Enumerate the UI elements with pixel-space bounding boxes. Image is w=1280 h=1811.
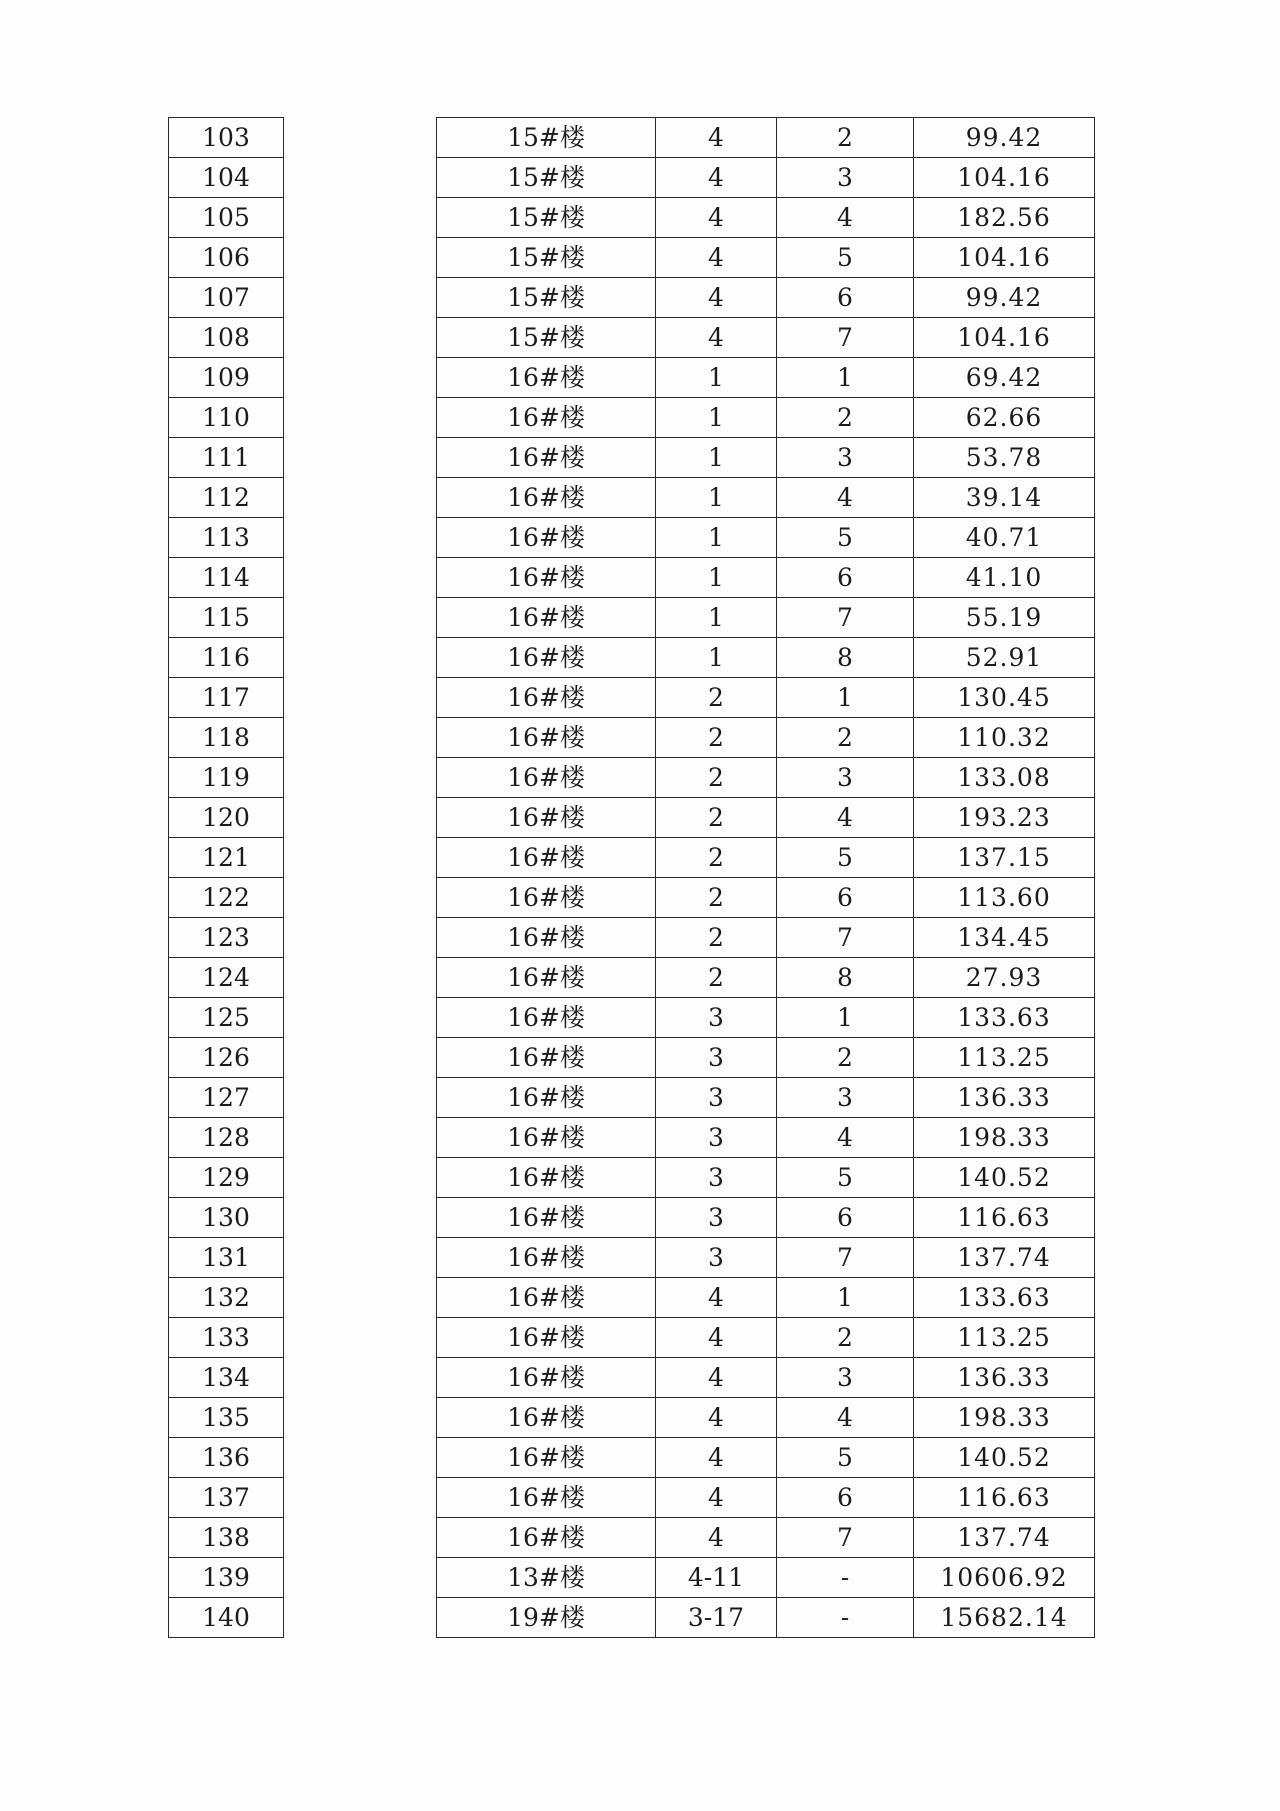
floor-cell: 5 xyxy=(777,238,914,278)
floor-cell: 4 xyxy=(777,1118,914,1158)
unit-cell: 4 xyxy=(656,1358,777,1398)
index-number-cell: 134 xyxy=(169,1358,284,1398)
index-row xyxy=(169,1478,284,1518)
unit-cell: 1 xyxy=(656,398,777,438)
building-cell: 15#楼 xyxy=(437,318,656,358)
index-number-cell: 131 xyxy=(169,1238,284,1278)
building-cell: 16#楼 xyxy=(437,1398,656,1438)
index-row xyxy=(169,318,284,358)
area-cell: 198.33 xyxy=(914,1398,1095,1438)
index-number-cell: 123 xyxy=(169,918,284,958)
building-cell: 16#楼 xyxy=(437,1198,656,1238)
unit-cell: 4 xyxy=(656,1518,777,1558)
building-cell: 16#楼 xyxy=(437,1518,656,1558)
floor-cell: 5 xyxy=(777,518,914,558)
index-number-cell: 116 xyxy=(169,638,284,678)
unit-cell: 2 xyxy=(656,678,777,718)
building-cell: 16#楼 xyxy=(437,998,656,1038)
index-number-cell: 137 xyxy=(169,1478,284,1518)
floor-cell: 8 xyxy=(777,958,914,998)
index-number-cell: 121 xyxy=(169,838,284,878)
unit-cell: 4 xyxy=(656,198,777,238)
building-cell: 19#楼 xyxy=(437,1598,656,1638)
table-row xyxy=(437,1198,1095,1238)
building-cell: 16#楼 xyxy=(437,878,656,918)
floor-cell: 5 xyxy=(777,1158,914,1198)
index-row xyxy=(169,1078,284,1118)
table-row xyxy=(437,478,1095,518)
index-row xyxy=(169,838,284,878)
floor-cell: 7 xyxy=(777,918,914,958)
index-row xyxy=(169,598,284,638)
index-row xyxy=(169,398,284,438)
floor-cell: 6 xyxy=(777,878,914,918)
building-cell: 16#楼 xyxy=(437,1238,656,1278)
floor-cell: 4 xyxy=(777,478,914,518)
table-row xyxy=(437,1278,1095,1318)
unit-cell: 1 xyxy=(656,638,777,678)
index-number-cell: 103 xyxy=(169,118,284,158)
floor-cell: 5 xyxy=(777,838,914,878)
table-row xyxy=(437,878,1095,918)
index-row xyxy=(169,758,284,798)
area-cell: 69.42 xyxy=(914,358,1095,398)
floor-cell: 1 xyxy=(777,1278,914,1318)
unit-cell: 3 xyxy=(656,1118,777,1158)
area-cell: 136.33 xyxy=(914,1078,1095,1118)
index-number-table xyxy=(168,117,284,1638)
area-cell: 198.33 xyxy=(914,1118,1095,1158)
unit-cell: 4 xyxy=(656,318,777,358)
index-row xyxy=(169,1318,284,1358)
index-row xyxy=(169,278,284,318)
area-cell: 27.93 xyxy=(914,958,1095,998)
index-row xyxy=(169,518,284,558)
floor-cell: - xyxy=(777,1558,914,1598)
area-cell: 104.16 xyxy=(914,158,1095,198)
area-cell: 62.66 xyxy=(914,398,1095,438)
index-number-cell: 119 xyxy=(169,758,284,798)
table-row xyxy=(437,1358,1095,1398)
floor-cell: 2 xyxy=(777,1038,914,1078)
index-row xyxy=(169,798,284,838)
table-row xyxy=(437,598,1095,638)
index-number-cell: 115 xyxy=(169,598,284,638)
building-cell: 16#楼 xyxy=(437,758,656,798)
index-row xyxy=(169,878,284,918)
building-cell: 15#楼 xyxy=(437,238,656,278)
index-number-cell: 138 xyxy=(169,1518,284,1558)
table-row xyxy=(437,838,1095,878)
table-row xyxy=(437,1478,1095,1518)
building-cell: 16#楼 xyxy=(437,1158,656,1198)
table-row xyxy=(437,1238,1095,1278)
table-row xyxy=(437,798,1095,838)
table-row xyxy=(437,118,1095,158)
index-number-cell: 120 xyxy=(169,798,284,838)
index-number-cell: 130 xyxy=(169,1198,284,1238)
table-row xyxy=(437,318,1095,358)
index-number-cell: 140 xyxy=(169,1598,284,1638)
building-cell: 15#楼 xyxy=(437,198,656,238)
index-number-cell: 129 xyxy=(169,1158,284,1198)
unit-cell: 4 xyxy=(656,238,777,278)
index-number-cell: 112 xyxy=(169,478,284,518)
area-cell: 110.32 xyxy=(914,718,1095,758)
unit-cell: 4 xyxy=(656,278,777,318)
table-row xyxy=(437,1318,1095,1358)
floor-cell: 6 xyxy=(777,278,914,318)
unit-cell: 4 xyxy=(656,1398,777,1438)
floor-cell: 3 xyxy=(777,438,914,478)
table-row xyxy=(437,638,1095,678)
table-row xyxy=(437,1038,1095,1078)
unit-cell: 4 xyxy=(656,1318,777,1358)
floor-cell: 2 xyxy=(777,718,914,758)
floor-cell: 2 xyxy=(777,1318,914,1358)
area-cell: 55.19 xyxy=(914,598,1095,638)
index-row xyxy=(169,158,284,198)
table-row xyxy=(437,1398,1095,1438)
building-cell: 15#楼 xyxy=(437,278,656,318)
building-cell: 13#楼 xyxy=(437,1558,656,1598)
building-cell: 16#楼 xyxy=(437,518,656,558)
building-cell: 16#楼 xyxy=(437,838,656,878)
index-number-cell: 132 xyxy=(169,1278,284,1318)
area-cell: 133.63 xyxy=(914,998,1095,1038)
index-row xyxy=(169,1278,284,1318)
table-row xyxy=(437,518,1095,558)
index-number-cell: 109 xyxy=(169,358,284,398)
building-cell: 16#楼 xyxy=(437,718,656,758)
table-row xyxy=(437,398,1095,438)
area-cell: 10606.92 xyxy=(914,1558,1095,1598)
index-row xyxy=(169,718,284,758)
index-row xyxy=(169,1438,284,1478)
index-number-cell: 113 xyxy=(169,518,284,558)
index-number-cell: 127 xyxy=(169,1078,284,1118)
table-row xyxy=(437,198,1095,238)
building-cell: 16#楼 xyxy=(437,398,656,438)
unit-cell: 2 xyxy=(656,878,777,918)
index-row xyxy=(169,358,284,398)
area-cell: 130.45 xyxy=(914,678,1095,718)
floor-cell: 6 xyxy=(777,1198,914,1238)
building-cell: 16#楼 xyxy=(437,558,656,598)
unit-cell: 1 xyxy=(656,438,777,478)
index-row xyxy=(169,118,284,158)
building-cell: 16#楼 xyxy=(437,638,656,678)
area-cell: 182.56 xyxy=(914,198,1095,238)
index-number-cell: 122 xyxy=(169,878,284,918)
unit-cell: 3 xyxy=(656,1238,777,1278)
building-cell: 16#楼 xyxy=(437,1358,656,1398)
unit-cell: 3 xyxy=(656,1158,777,1198)
index-number-cell: 133 xyxy=(169,1318,284,1358)
unit-cell: 4 xyxy=(656,1438,777,1478)
index-row xyxy=(169,1118,284,1158)
index-row xyxy=(169,558,284,598)
table-row xyxy=(437,758,1095,798)
area-cell: 133.63 xyxy=(914,1278,1095,1318)
area-cell: 137.74 xyxy=(914,1518,1095,1558)
area-cell: 193.23 xyxy=(914,798,1095,838)
floor-cell: 7 xyxy=(777,1238,914,1278)
unit-cell: 1 xyxy=(656,478,777,518)
building-cell: 16#楼 xyxy=(437,598,656,638)
table-row xyxy=(437,678,1095,718)
floor-cell: 7 xyxy=(777,318,914,358)
building-cell: 15#楼 xyxy=(437,158,656,198)
table-row xyxy=(437,1118,1095,1158)
floor-cell: 3 xyxy=(777,1078,914,1118)
floor-cell: - xyxy=(777,1598,914,1638)
unit-cell: 4 xyxy=(656,158,777,198)
index-number-cell: 118 xyxy=(169,718,284,758)
building-cell: 15#楼 xyxy=(437,118,656,158)
index-number-cell: 125 xyxy=(169,998,284,1038)
floor-cell: 8 xyxy=(777,638,914,678)
building-cell: 16#楼 xyxy=(437,918,656,958)
floor-cell: 1 xyxy=(777,358,914,398)
index-number-cell: 135 xyxy=(169,1398,284,1438)
floor-cell: 6 xyxy=(777,1478,914,1518)
floor-cell: 5 xyxy=(777,1438,914,1478)
building-cell: 16#楼 xyxy=(437,958,656,998)
unit-cell: 4 xyxy=(656,118,777,158)
building-cell: 16#楼 xyxy=(437,1438,656,1478)
floor-cell: 6 xyxy=(777,558,914,598)
index-number-cell: 139 xyxy=(169,1558,284,1598)
area-cell: 40.71 xyxy=(914,518,1095,558)
area-cell: 104.16 xyxy=(914,238,1095,278)
index-number-cell: 108 xyxy=(169,318,284,358)
floor-cell: 1 xyxy=(777,998,914,1038)
index-row xyxy=(169,478,284,518)
table-row xyxy=(437,998,1095,1038)
table-row xyxy=(437,1598,1095,1638)
table-row xyxy=(437,958,1095,998)
index-number-cell: 105 xyxy=(169,198,284,238)
index-row xyxy=(169,638,284,678)
unit-cell: 3 xyxy=(656,1038,777,1078)
table-row xyxy=(437,718,1095,758)
index-number-cell: 106 xyxy=(169,238,284,278)
area-cell: 52.91 xyxy=(914,638,1095,678)
unit-cell: 2 xyxy=(656,838,777,878)
area-cell: 136.33 xyxy=(914,1358,1095,1398)
unit-cell: 2 xyxy=(656,918,777,958)
index-row xyxy=(169,918,284,958)
floor-cell: 3 xyxy=(777,1358,914,1398)
area-cell: 116.63 xyxy=(914,1198,1095,1238)
table-row xyxy=(437,278,1095,318)
index-number-cell: 107 xyxy=(169,278,284,318)
building-cell: 16#楼 xyxy=(437,438,656,478)
area-cell: 15682.14 xyxy=(914,1598,1095,1638)
building-cell: 16#楼 xyxy=(437,1318,656,1358)
area-cell: 137.74 xyxy=(914,1238,1095,1278)
building-cell: 16#楼 xyxy=(437,1478,656,1518)
building-cell: 16#楼 xyxy=(437,478,656,518)
area-cell: 113.25 xyxy=(914,1318,1095,1358)
records-table xyxy=(436,117,1095,1638)
area-cell: 53.78 xyxy=(914,438,1095,478)
index-row xyxy=(169,1518,284,1558)
index-number-cell: 124 xyxy=(169,958,284,998)
building-cell: 16#楼 xyxy=(437,1038,656,1078)
table-row xyxy=(437,558,1095,598)
building-cell: 16#楼 xyxy=(437,358,656,398)
index-row xyxy=(169,998,284,1038)
table-row xyxy=(437,358,1095,398)
floor-cell: 4 xyxy=(777,198,914,238)
unit-cell: 3-17 xyxy=(656,1598,777,1638)
floor-cell: 3 xyxy=(777,158,914,198)
area-cell: 116.63 xyxy=(914,1478,1095,1518)
index-number-cell: 136 xyxy=(169,1438,284,1478)
building-cell: 16#楼 xyxy=(437,798,656,838)
index-row xyxy=(169,198,284,238)
building-cell: 16#楼 xyxy=(437,1118,656,1158)
index-row xyxy=(169,238,284,278)
table-row xyxy=(437,238,1095,278)
unit-cell: 4 xyxy=(656,1278,777,1318)
floor-cell: 2 xyxy=(777,118,914,158)
unit-cell: 2 xyxy=(656,718,777,758)
index-number-cell: 117 xyxy=(169,678,284,718)
table-row xyxy=(437,1518,1095,1558)
building-cell: 16#楼 xyxy=(437,1278,656,1318)
index-row xyxy=(169,1598,284,1638)
index-number-cell: 128 xyxy=(169,1118,284,1158)
floor-cell: 1 xyxy=(777,678,914,718)
table-row xyxy=(437,1558,1095,1598)
index-number-cell: 104 xyxy=(169,158,284,198)
floor-cell: 4 xyxy=(777,798,914,838)
area-cell: 140.52 xyxy=(914,1438,1095,1478)
area-cell: 140.52 xyxy=(914,1158,1095,1198)
area-cell: 133.08 xyxy=(914,758,1095,798)
unit-cell: 3 xyxy=(656,998,777,1038)
index-row xyxy=(169,1558,284,1598)
unit-cell: 3 xyxy=(656,1198,777,1238)
index-row xyxy=(169,1158,284,1198)
table-row xyxy=(437,1078,1095,1118)
area-cell: 99.42 xyxy=(914,118,1095,158)
index-row xyxy=(169,958,284,998)
area-cell: 137.15 xyxy=(914,838,1095,878)
unit-cell: 1 xyxy=(656,558,777,598)
area-cell: 104.16 xyxy=(914,318,1095,358)
floor-cell: 7 xyxy=(777,598,914,638)
floor-cell: 7 xyxy=(777,1518,914,1558)
area-cell: 113.25 xyxy=(914,1038,1095,1078)
index-row xyxy=(169,678,284,718)
index-number-cell: 114 xyxy=(169,558,284,598)
area-cell: 41.10 xyxy=(914,558,1095,598)
index-number-cell: 111 xyxy=(169,438,284,478)
building-cell: 16#楼 xyxy=(437,1078,656,1118)
unit-cell: 1 xyxy=(656,598,777,638)
unit-cell: 2 xyxy=(656,798,777,838)
index-row xyxy=(169,1238,284,1278)
unit-cell: 3 xyxy=(656,1078,777,1118)
table-row xyxy=(437,1158,1095,1198)
unit-cell: 4 xyxy=(656,1478,777,1518)
index-number-cell: 126 xyxy=(169,1038,284,1078)
floor-cell: 2 xyxy=(777,398,914,438)
index-row xyxy=(169,1038,284,1078)
unit-cell: 2 xyxy=(656,958,777,998)
index-number-cell: 110 xyxy=(169,398,284,438)
unit-cell: 1 xyxy=(656,518,777,558)
area-cell: 134.45 xyxy=(914,918,1095,958)
floor-cell: 3 xyxy=(777,758,914,798)
table-row xyxy=(437,438,1095,478)
area-cell: 99.42 xyxy=(914,278,1095,318)
table-row xyxy=(437,1438,1095,1478)
unit-cell: 2 xyxy=(656,758,777,798)
index-row xyxy=(169,1198,284,1238)
floor-cell: 4 xyxy=(777,1398,914,1438)
index-row xyxy=(169,1358,284,1398)
area-cell: 39.14 xyxy=(914,478,1095,518)
index-row xyxy=(169,1398,284,1438)
area-cell: 113.60 xyxy=(914,878,1095,918)
table-row xyxy=(437,918,1095,958)
index-row xyxy=(169,438,284,478)
building-cell: 16#楼 xyxy=(437,678,656,718)
table-row xyxy=(437,158,1095,198)
unit-cell: 4-11 xyxy=(656,1558,777,1598)
unit-cell: 1 xyxy=(656,358,777,398)
